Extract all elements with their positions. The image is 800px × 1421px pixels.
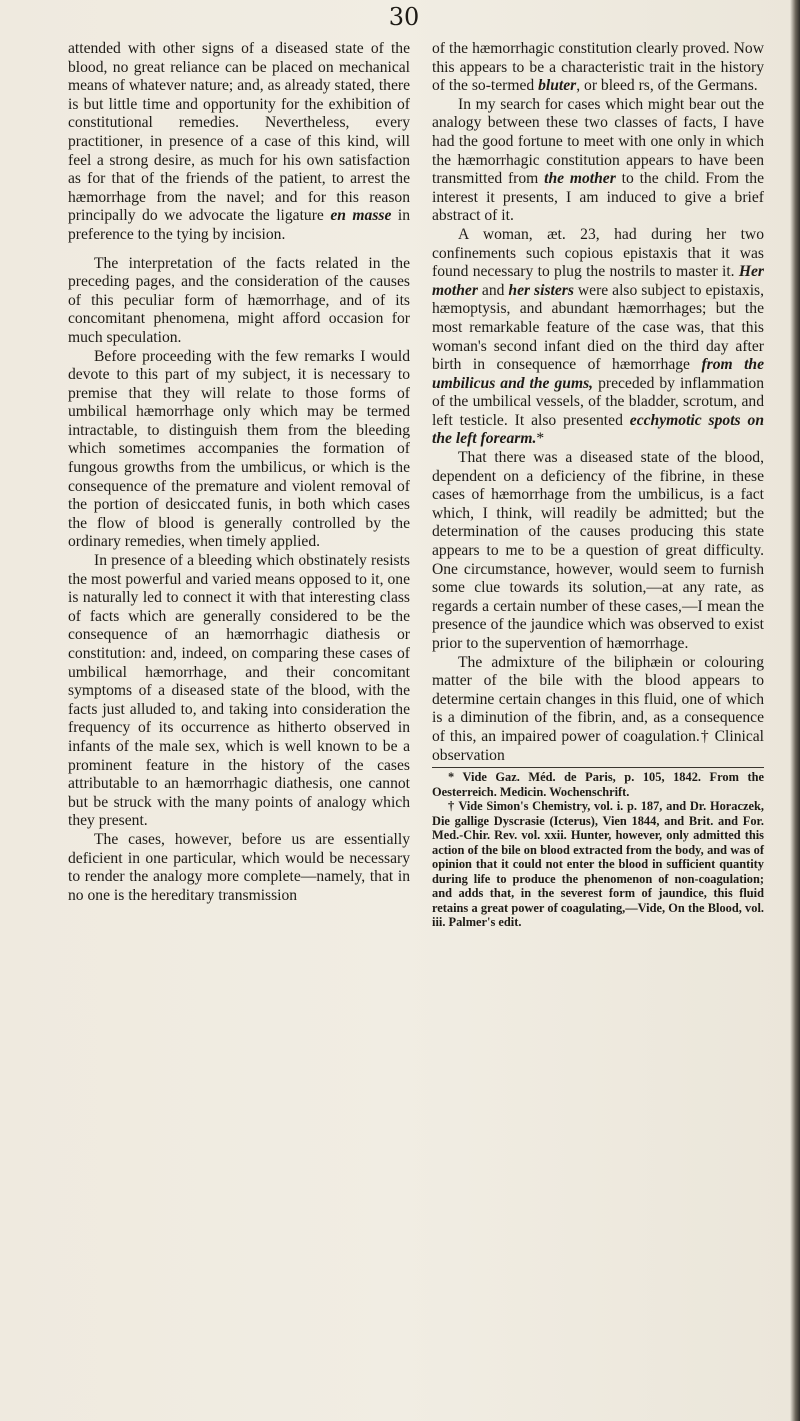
right-paragraph-3: A woman, æt. 23, had during her two confinements such copious epistaxis that it was found necessary to plug the nostrils to master it. Her mother and her sisters were also subject to epistaxis, hæmoptysis, and abundant hæmorrhages; but the most remarkable feature of the case was, that this woman's second infant died on the third day after birth in consequence of hæmorrhage from the umbilicus and the gums, preceded by inflammation of the umbilical vessels, of the bladder, scrotum, and left testicle. It also presented ecchymotic spots on the left forearm.* xyxy=(432,225,765,448)
left-column xyxy=(68,40,410,905)
page-number: 30 xyxy=(388,3,420,31)
right-paragraph-2: In my search for cases which might bear out the analogy between these two classes of facts, I have had the good fortune to meet with one only in which the hæmorrhagic constitution appears to have been transmitted from the mother to the child. From the interest it presents, I am induced to give a brief abstract of it. xyxy=(432,95,765,225)
right-paragraph-5: The admixture of the biliphæin or colouring matter of the bile with the blood appears to determine certain changes in this fluid, one of which is a diminution of the fibrin, and, as a consequence of this, an impaired power of coagulation.† Clinical observation xyxy=(432,653,764,764)
footnote-2: † Vide Simon's Chemistry, vol. i. p. 187, and Dr. Horaczek, Die gallige Dyscrasie (Icterus), Vien 1844, and Brit. and For. Med.-Chir. Rev. vol. xxii. Hunter, however, only admitted this action of the bile on blood extracted from the body, and was of opinion that it could not enter the blood in sufficient quantity during life to produce the phenomenon of non-coagulation; and adds that, in the severest form of jaundice, this fluid retains a great power of coagulating,—Vide, On the Blood, vol. iii. Palmer's edit. xyxy=(432,799,764,930)
left-paragraph-5: The cases, however, before us are essentially deficient in one particular, which would be necessary to render the analogy more complete—namely, that in no one is the hereditary transmission xyxy=(68,830,410,904)
left-paragraph-3: Before proceeding with the few remarks I would devote to this part of my subject, it is necessary to premise that they will relate to those forms of umbilical hæmorrhage only which may be termed intractable, to distinguish them from the bleeding which sometimes accompanies the formation of fungous growths from the umbilicus, or which is the consequence of the premature and violent removal of the portion of desiccated funis, in both which cases the flow of blood is generally controlled by the ordinary remedies, when timely applied. xyxy=(68,347,410,551)
page-binding-edge xyxy=(790,0,800,1421)
right-column xyxy=(432,40,764,930)
left-paragraph-1: attended with other signs of a diseased state of the blood, no great reliance can be placed on mechanical means of whatever nature; and, as already stated, there is but little time and opportunity for the exhibition of constitutional remedies. Nevertheless, every practitioner, in presence of a case of this kind, will feel a strong desire, as much for his own satisfaction as for that of the friends of the patient, to arrest the hæmorrhage from the navel; and for this reason principally do we advocate the ligature en masse in preference to the tying by incision. xyxy=(68,40,410,243)
right-paragraph-1: of the hæmorrhagic constitution clearly proved. Now this appears to be a characteristic trait in the history of the so-termed bluter, or bleed rs, of the Germans. xyxy=(432,40,764,95)
left-paragraph-2: The interpretation of the facts related in the preceding pages, and the consideration of the causes of this peculiar form of hæmorrhage, and of its concomitant phenomena, might afford occasion for much speculation. xyxy=(68,254,410,346)
left-paragraph-4: In presence of a bleeding which obstinately resists the most powerful and varied means opposed to it, one is naturally led to connect it with that interesting class of facts which are generally considered to be the consequence of an hæmorrhagic diathesis or constitution: and, indeed, on comparing these cases of umbilical hæmorrhage, and their concomitant symptoms of a diseased state of the blood, with the facts just alluded to, and taking into consideration the frequency of its occurrence as hitherto observed in infants of the male sex, which is well known to be a prominent feature in the history of the cases attributable to an hæmorrhagic diathesis, one cannot but be struck with the many points of analogy which they present. xyxy=(68,552,410,830)
right-paragraph-4: That there was a diseased state of the blood, dependent on a deficiency of the fibrine, in these cases of hæmorrhage from the umbilicus, is a fact which, I think, will readily be admitted; but the determination of the causes producing this state appears to me to be a question of great difficulty. One circumstance, however, would seem to furnish some clue towards its solution,—at any rate, as regards a certain number of these cases,—I mean the presence of the jaundice which was observed to exist prior to the supervention of hæmorrhage. xyxy=(432,449,764,652)
footnote-divider xyxy=(432,767,764,768)
footnotes xyxy=(432,770,764,930)
emphasis-en-masse: en masse xyxy=(330,207,392,225)
footnote-1: * Vide Gaz. Méd. de Paris, p. 105, 1842. From the Oesterreich. Medicin. Wochenschrift. xyxy=(432,770,764,799)
footnote-marker: * xyxy=(536,430,545,448)
emphasis-bluter: bluter xyxy=(538,77,577,95)
emphasis-the-mother: the mother xyxy=(544,170,616,188)
